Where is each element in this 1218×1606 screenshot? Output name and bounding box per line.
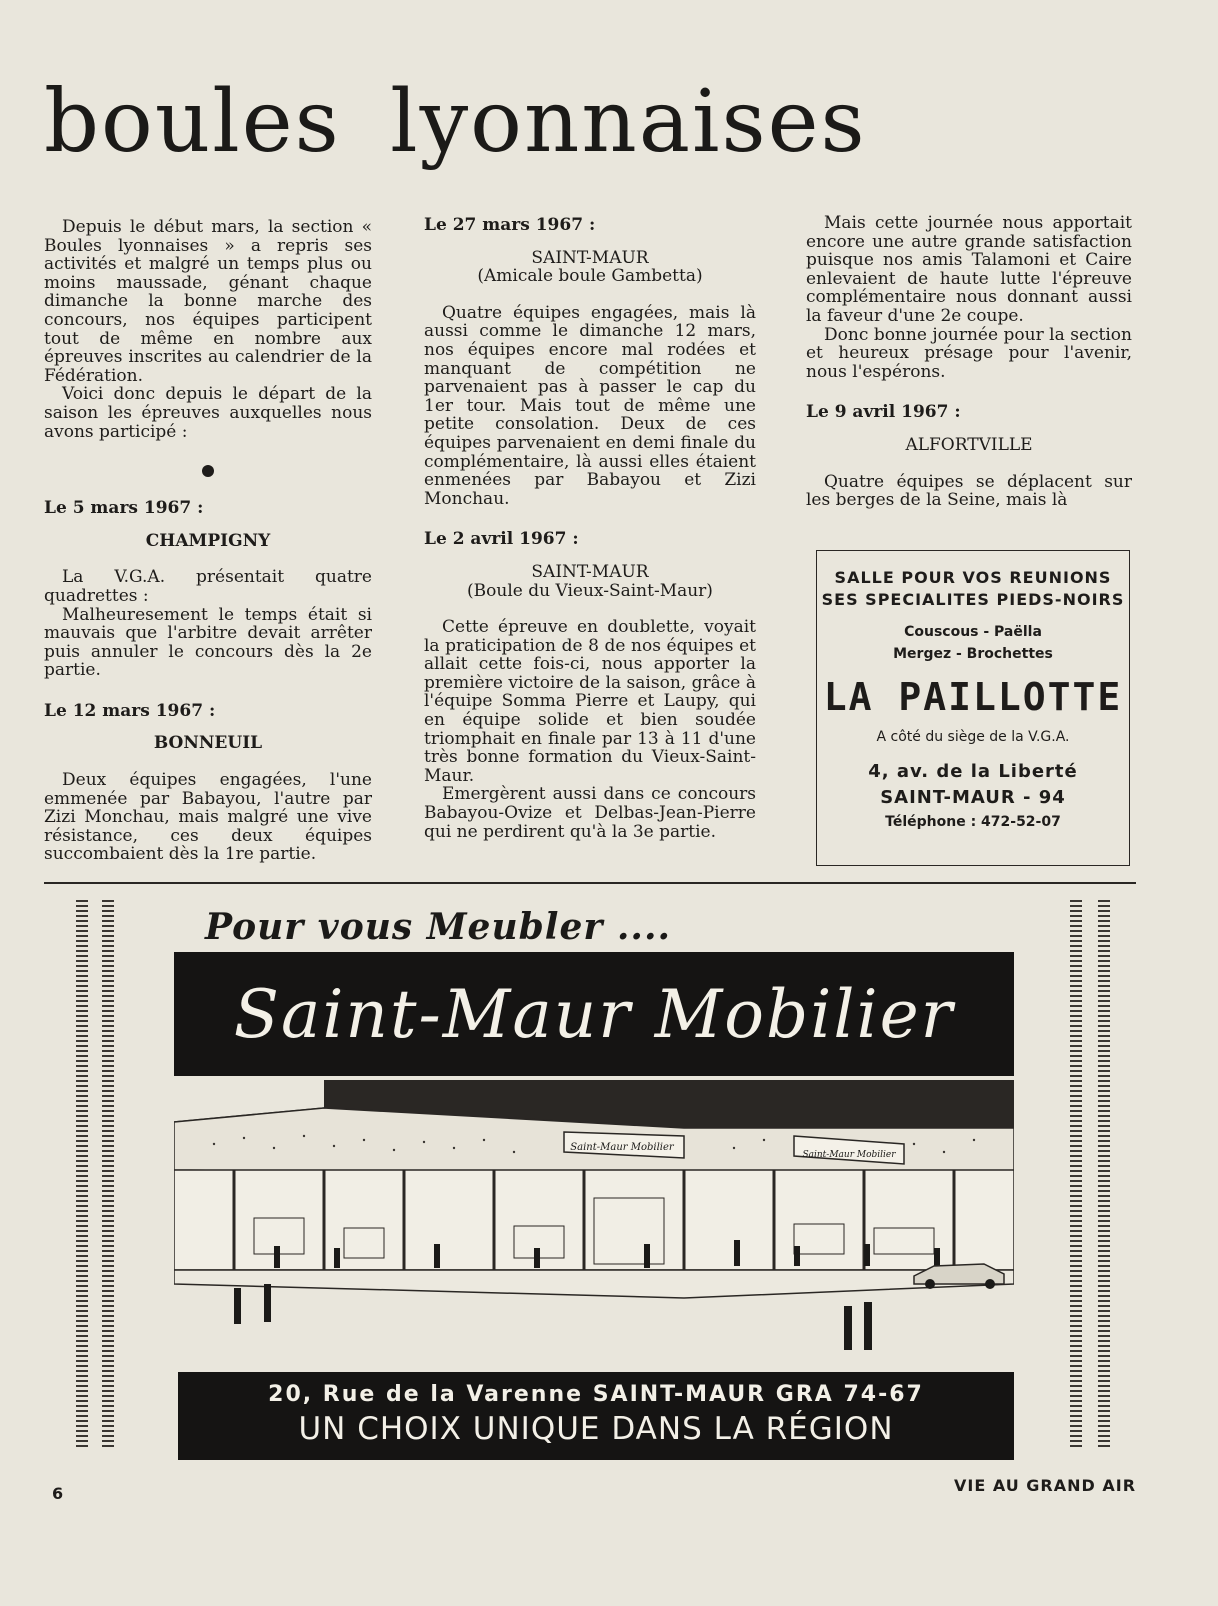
mobilier-tagline: Pour vous Meubler .... [205,906,672,948]
event-paragraph: Emergèrent aussi dans ce concours Babayou-Ovize et Delbas-Jean-Pierre qui ne perdirent qu'à la 3e partie. [424,784,756,842]
magazine-footer: VIE AU GRAND AIR [954,1476,1137,1495]
event-paragraph: Cette épreuve en doublette, voyait la praticipation de 8 de nos équipes et allait cette fois-ci, nous apporter la première victoire de la saison, grâce à l'équipe Somma Pierre et Laupy, qui en équipe solide et bien soudée triomphait en finale par 13 à 11 d'une très bonne formation du Vieux-Saint-Maur. [424,617,756,786]
event-place: ALFORTVILLE [905,434,1033,455]
event-paragraph: Deux équipes engagées, l'une emmenée par Babayou, l'autre par Zizi Monchau, mais malgré une vive résistance, ces deux équipes succombaient dès la 1re partie. [44,770,372,865]
article-column-3 [806,214,1132,510]
ad-line: SALLE POUR VOS REUNIONS [834,568,1112,587]
event-place: CHAMPIGNY [145,530,271,551]
store-illustration [174,1078,1014,1362]
event-date: Le 27 mars 1967 : [424,215,596,235]
decorative-stripe [102,900,114,1450]
ad-city: SAINT-MAUR - 94 [880,787,1066,808]
intro-paragraph: Voici donc depuis le départ de la saison les épreuves auxquelles nous avons participé : [44,384,372,442]
mobilier-slogan: UN CHOIX UNIQUE DANS LA RÉGION [298,1411,894,1447]
ad-line: Couscous - Paëlla [904,624,1042,640]
ad-line: SES SPECIALITES PIEDS-NOIRS [821,590,1125,609]
ad-address: 4, av. de la Liberté [868,761,1078,782]
article-column-1 [44,218,372,864]
event-place: BONNEUIL [153,733,263,754]
page-number: 6 [52,1484,64,1503]
event-date: Le 5 mars 1967 : [44,498,204,519]
event-subtitle: (Boule du Vieux-Saint-Maur) [467,580,713,601]
mobilier-brand: Saint-Maur Mobilier [233,975,955,1053]
intro-paragraph: Depuis le début mars, la section « Boules lyonnaises » a repris ses activités et malgré un temps plus ou moins maussade, génant chaque dimanche la bonne marche des concours, nos équipes participent tout de même en nombre aux épreuves inscrites au calendrier de la Fédération. [44,217,372,386]
article-paragraph: Mais cette journée nous apportait encore une autre grande satisfaction puisque nos amis Talamoni et Caire enlevaient de haute lutte l'épreuve complémentaire nous donnant aussi la faveur d'une 2e coupe. [806,213,1132,326]
mobilier-address-bar [178,1372,1014,1460]
mobilier-brand-banner [174,952,1014,1076]
event-date: Le 2 avril 1967 : [424,529,579,550]
ad-line: Mergez - Brochettes [893,646,1053,662]
event-paragraph: Malheuresement le temps était si mauvais que l'arbitre devait arrêter puis annuler le concours dès la 2e partie. [44,604,372,681]
article-paragraph: Donc bonne journée pour la section et heureux présage pour l'avenir, nous l'espérons. [806,324,1132,382]
decorative-stripe [76,900,88,1450]
horizontal-rule [44,882,1136,884]
store-sign: Saint-Maur Mobilier [570,1142,674,1153]
event-date: Le 12 mars 1967 : [44,700,216,721]
event-subtitle: (Amicale boule Gambetta) [477,266,703,287]
event-date: Le 9 avril 1967 : [806,402,961,423]
event-paragraph: Quatre équipes se déplacent sur les berges de la Seine, mais là [806,471,1132,511]
event-paragraph: La V.G.A. présentait quatre quadrettes : [44,567,372,606]
bullet-separator [202,465,214,477]
paillotte-advertisement [816,550,1130,866]
decorative-stripe [1098,900,1110,1450]
event-place: SAINT-MAUR [531,561,649,582]
ad-location-note: A côté du siège de la V.G.A. [876,729,1070,745]
mobilier-address: 20, Rue de la Varenne SAINT-MAUR GRA 74-67 [268,1382,924,1407]
event-place: SAINT-MAUR [531,247,649,268]
article-column-2 [424,216,756,841]
ad-phone: Téléphone : 472-52-07 [885,814,1061,830]
event-paragraph: Quatre équipes engagées, mais là aussi comme le dimanche 12 mars, nos équipes encore mal rodées et manquant de compétition ne parvenaient pas à passer le cap du 1er tour. Mais tout de même une petite consolation. Deux de ces équipes parvenaient en demi finale du complémentaire, là aussi elles étaient enmenées par Babayou et Zizi Monchau. [424,302,756,509]
decorative-stripe [1070,900,1082,1450]
article-headline: boules lyonnaises [44,72,867,172]
ad-brand: LA PAILLOTTE [823,675,1123,719]
store-sign: Saint-Maur Mobilier [802,1150,896,1160]
